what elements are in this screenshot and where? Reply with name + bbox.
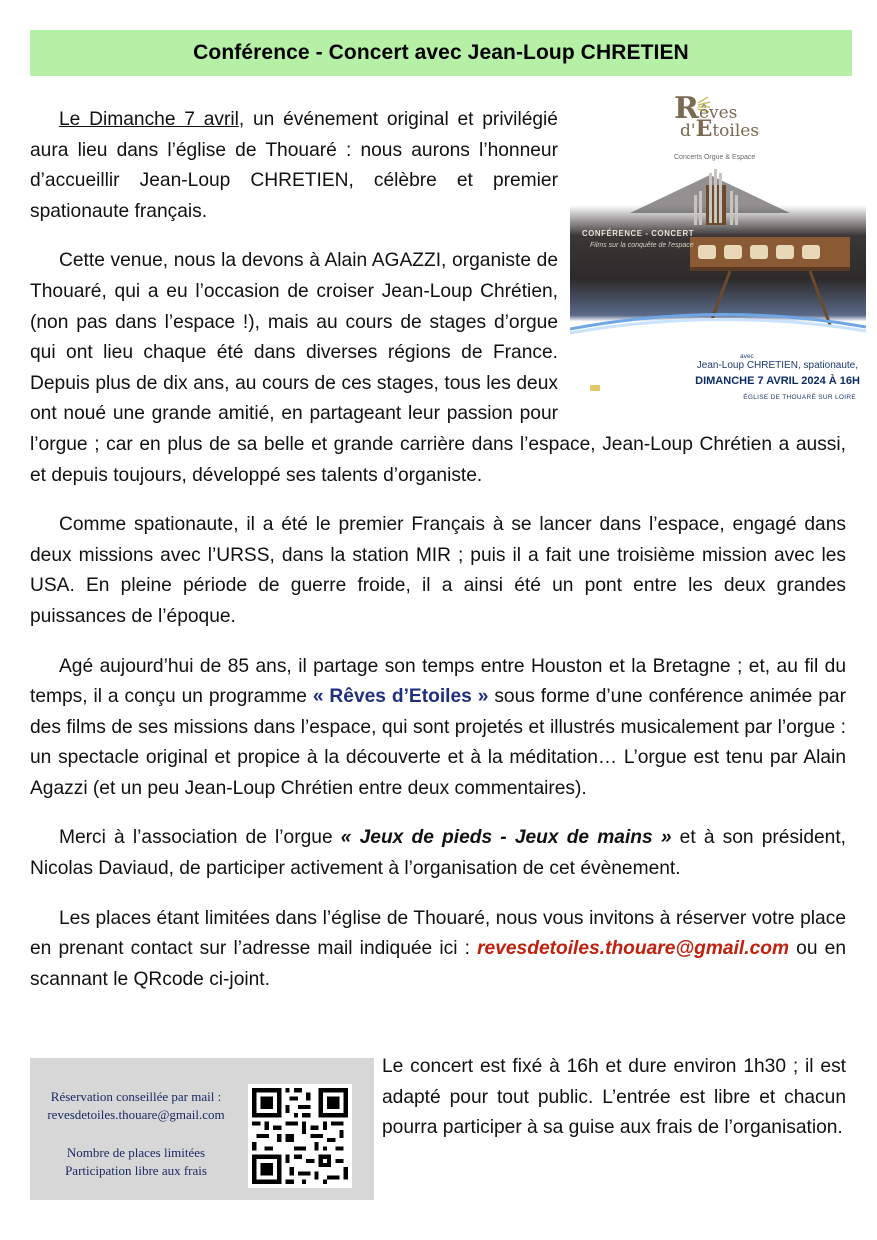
poster-guest: Jean-Loup CHRETIEN, spationaute,: [696, 360, 858, 371]
title-bar: [30, 30, 852, 76]
paragraph-remerciements: Merci à l’association de l’orgue « Jeux de pieds - Jeux de mains » et à son président, Nicolas Daviaud, de participer activement à l’organisation de cet évènement.: [30, 827, 846, 880]
poster-conference-label: CONFÉRENCE - CONCERT: [582, 229, 695, 238]
poster-avec: avec: [740, 353, 754, 360]
poster-logo: Rêves d'Etoiles: [674, 95, 760, 142]
poster-films-label: Films sur la conquête de l'espace: [590, 242, 694, 249]
paragraph-agazzi: Cette venue, nous la devons à Alain AGAZZI, organiste de Thouaré, qui a eu l’occasion de croiser Jean-Loup Chrétien, (non pas dans l’espace !), mais au cours de stages d’orgue qui ont lieu chaque été dans diverses régions de France. Depuis plus de dix ans, au cours de ces stages, tous les deux ont noué une grande amitié, en partageant leur passion pour l’orgue ; car en plus de sa belle et grande carrière dans l’espace, Jean-Loup Chrétien a aussi, et depuis toujours, développé ses talents d’organiste.: [30, 250, 846, 486]
qr-code-icon[interactable]: [248, 1084, 352, 1188]
programme-name: « Rêves d’Etoiles »: [312, 686, 489, 708]
reservation-line-1: Réservation conseillée par mail :: [50, 1089, 222, 1104]
event-date: Le Dimanche 7 avril: [59, 109, 239, 130]
poster-venue: ÉGLISE DE THOUARÉ SUR LOIRE: [743, 394, 856, 401]
association-name: « Jeux de pieds - Jeux de mains »: [340, 827, 672, 849]
page-title: Conférence - Concert avec Jean-Loup CHRETIEN: [193, 41, 689, 64]
poster-date: DIMANCHE 7 AVRIL 2024 À 16H: [695, 375, 860, 387]
contact-email-link[interactable]: revesdetoiles.thouare@gmail.com: [477, 938, 790, 960]
poster-logo-subtitle: Concerts Orgue & Espace: [674, 154, 756, 161]
paragraph-spationaute: Comme spationaute, il a été le premier Français à se lancer dans l’espace, engagé dans deux missions avec l’URSS, dans la station MIR ; puis il a fait une troisième mission avec les USA. En pleine période de guerre froide, il a ainsi été un pont entre les deux grandes puissances de l’époque.: [30, 514, 846, 627]
reservation-email[interactable]: revesdetoiles.thouare@gmail.com: [47, 1107, 225, 1122]
reservation-text: [36, 1088, 236, 1180]
reservation-line-3: Nombre de places limitées: [66, 1145, 206, 1160]
paragraph-programme: Agé aujourd’hui de 85 ans, il partage son temps entre Houston et la Bretagne ; et, au fil du temps, il a conçu un programme « Rêves d’Etoiles » sous forme d’une conférence animée par des films de ses missions dans l’espace, qui sont projetés et illustrés musicalement par l’orgue : un spectacle original et propice à la découverte et à la méditation… L’orgue est tenu par Alain Agazzi (et un peu Jean-Loup Chrétien entre deux commentaires).: [30, 655, 846, 799]
paragraph-concert-info: Le concert est fixé à 16h et dure environ 1h30 ; il est adapté pour tout public. L’entrée est libre et chacun pourra participer à sa guise aux frais de l’organisation.: [382, 1056, 846, 1139]
reservation-box: [30, 1058, 374, 1200]
reservation-line-4: Participation libre aux frais: [65, 1163, 207, 1178]
event-poster: [570, 95, 866, 401]
paragraph-intro: Le Dimanche 7 avril, un événement original et privilégié aura lieu dans l’église de Thouaré : nous aurons l’honneur d’accueillir Jean-Loup CHRETIEN, célèbre et premier spationaute français.: [30, 109, 558, 222]
paragraph-reservation: Les places étant limitées dans l’église de Thouaré, nous vous invitons à réserver votre place en prenant contact sur l’adresse mail indiquée ici : revesdetoiles.thouare@gmail.com ou en scannant le QRcode ci-joint.: [30, 907, 846, 990]
article-body: [30, 95, 860, 1014]
